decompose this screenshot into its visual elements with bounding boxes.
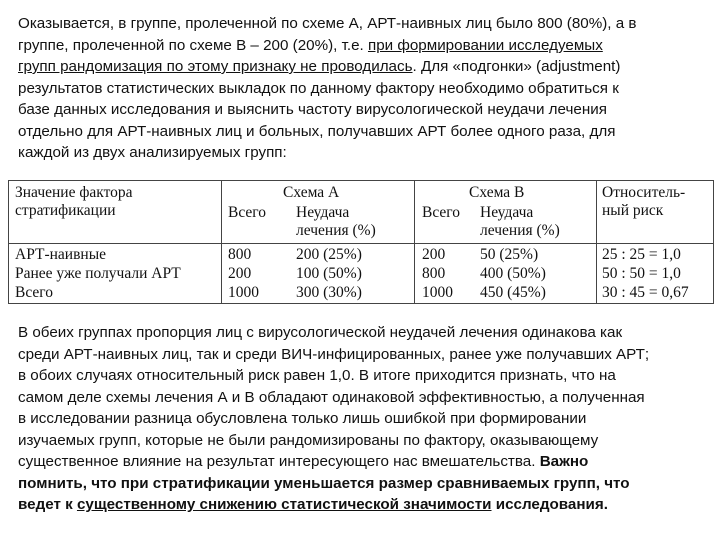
text-line: группе, пролеченной по схеме В – 200 (20%), т.е. при формировании исследуемых: [18, 36, 603, 54]
total-column-header: Всего: [422, 204, 461, 221]
table-cell: 800: [228, 246, 252, 263]
table-cell: 200: [228, 265, 252, 282]
table-cell: 1000: [228, 284, 259, 301]
row-label: Ранее уже получали АРТ: [15, 265, 181, 282]
text-line: среди АРТ-наивных лиц, так и среди ВИЧ-инфицированных, ранее уже получавших АРТ;: [18, 345, 650, 363]
text-line: Оказывается, в группе, пролеченной по схеме А, АРТ-наивных лиц было 800 (80%), а в: [18, 15, 637, 32]
text-line: самом деле схемы лечения А и В обладают одинаковой эффективностью, а полученная: [18, 388, 645, 406]
factor-header: Значение фактора: [15, 184, 133, 201]
table-divider: [9, 243, 713, 244]
failure-column-header: Неудача: [480, 204, 534, 221]
text-line: каждой из двух анализируемых групп:: [18, 144, 287, 161]
stratification-table: [8, 180, 714, 304]
intro-paragraph: [18, 13, 706, 164]
relative-risk-header: Относитель-: [602, 184, 686, 201]
table-cell: 1000: [422, 284, 453, 301]
text-line: помнить, что при стратификации уменьшается размер сравниваемых групп, что: [18, 474, 630, 492]
table-cell: 50 (25%): [480, 246, 539, 263]
total-column-header: Всего: [228, 204, 267, 221]
text-line: базе данных исследования и выяснить частоту вирусологической неудачи лечения: [18, 101, 607, 118]
table-cell: 200 (25%): [296, 246, 362, 263]
underlined-phrase: групп рандомизация по этому признаку не проводилась: [18, 58, 413, 75]
text-line: изучаемых групп, которые не были рандомизированы по фактору, оказывающему: [18, 431, 599, 449]
text-line: существенное влияние на результат интересующего нас вмешательства. Важно: [18, 453, 589, 470]
text-line: в обоих случаях относительный риск равен 1,0. В итоге приходится признать, что на: [18, 367, 616, 384]
relative-risk-header: ный риск: [602, 202, 664, 219]
table-cell: 800: [422, 265, 446, 282]
table-cell: 50 : 50 = 1,0: [602, 265, 681, 282]
table-cell: 30 : 45 = 0,67: [602, 284, 689, 301]
table-cell: 400 (50%): [480, 265, 546, 282]
text-line: в исследовании разница обусловлена только лишь ошибкой при формировании: [18, 410, 587, 427]
text-line: В обеих группах пропорция лиц с вирусологической неудачей лечения одинакова как: [18, 324, 623, 341]
conclusion-paragraph: [18, 322, 706, 516]
table-cell: 25 : 25 = 1,0: [602, 246, 681, 263]
bold-phrase: Важно: [539, 453, 589, 470]
table-cell: 450 (45%): [480, 284, 546, 301]
scheme-b-header: Схема В: [469, 184, 525, 201]
underlined-phrase: при формировании исследуемых: [367, 36, 603, 54]
failure-column-header: Неудача: [296, 204, 350, 221]
text-line: ведет к существенному снижению статистической значимости исследования.: [18, 496, 608, 513]
table-cell: 100 (50%): [296, 265, 362, 282]
text-line: отдельно для АРТ-наивных лиц и больных, получавших АРТ более одного раза, для: [18, 122, 616, 140]
row-label: Всего: [15, 284, 54, 301]
failure-column-header: лечения (%): [296, 222, 376, 239]
table-cell: 300 (30%): [296, 284, 362, 301]
underlined-phrase: существенному снижению статистической значимости: [76, 496, 492, 513]
table-divider: [221, 181, 222, 303]
failure-column-header: лечения (%): [480, 222, 560, 239]
table-divider: [596, 181, 597, 303]
factor-header: стратификации: [15, 202, 116, 219]
table-divider: [414, 181, 415, 303]
text-line: групп рандомизация по этому признаку не проводилась. Для «подгонки» (adjustment): [18, 58, 621, 75]
table-cell: 200: [422, 246, 446, 263]
scheme-a-header: Схема А: [283, 184, 340, 201]
row-label: АРТ-наивные: [15, 246, 107, 263]
text-line: результатов статистических выкладок по данному фактору необходимо обратиться к: [18, 79, 619, 97]
